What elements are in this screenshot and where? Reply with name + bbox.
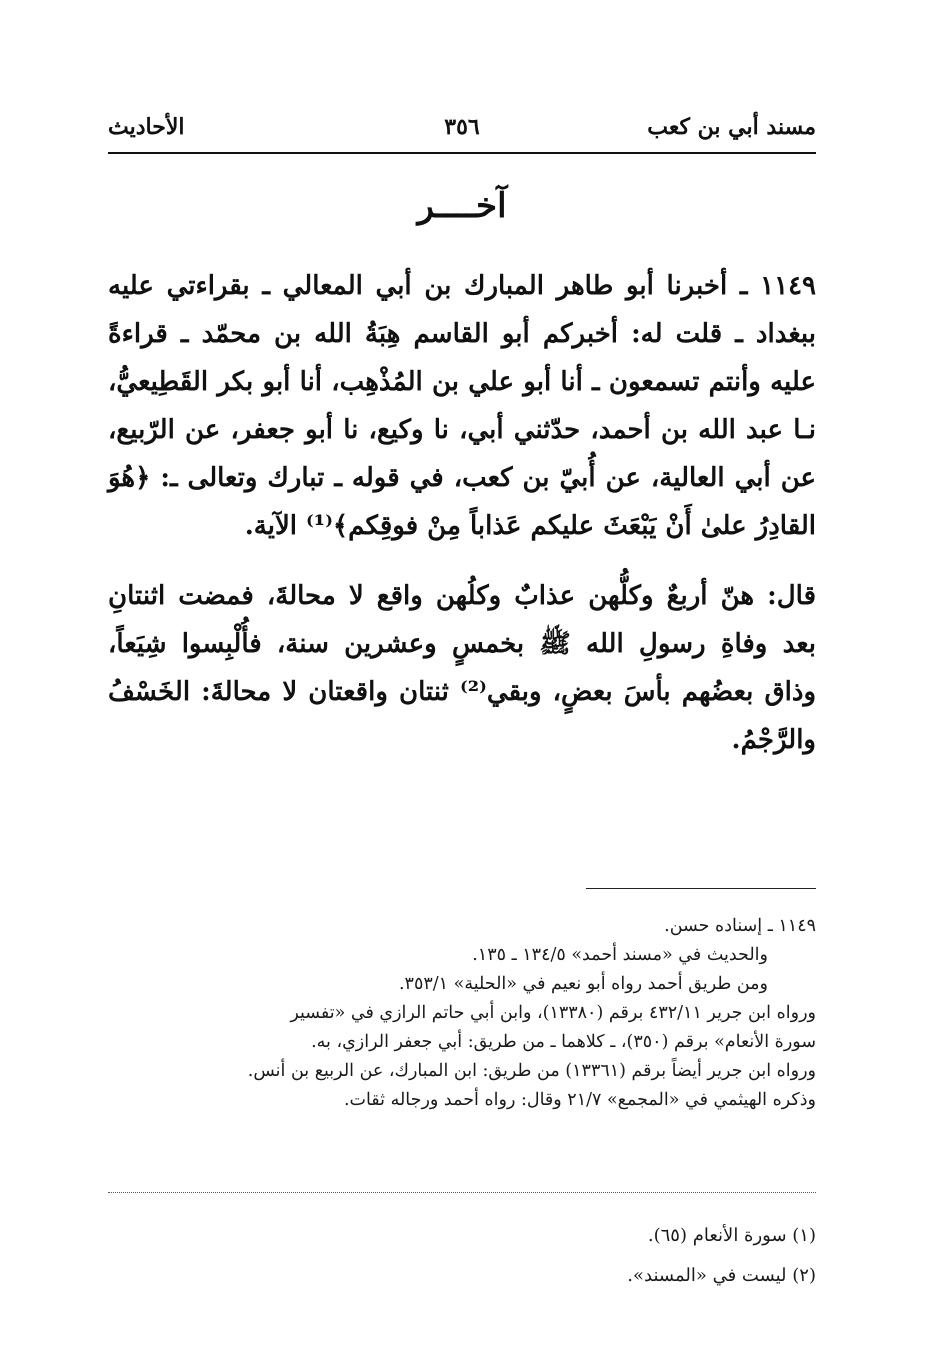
book-title: مسند أبي بن كعب (647, 114, 816, 140)
section-name: الأحاديث (108, 114, 185, 140)
page-number: ٣٥٦ (444, 114, 480, 140)
hadith-number: ١١٤٩ (760, 271, 816, 301)
note-line: ورواه ابن جرير أيضاً برقم (١٣٣٦١) من طريق: ابن المبارك، عن الربيع بن أنس. (247, 1061, 816, 1081)
footnotes (108, 1216, 816, 1296)
footnote-1: (١) سورة الأنعام (٦٥). (647, 1225, 816, 1246)
note-line: ١١٤٩ ـ إسناده حسن. (664, 916, 816, 936)
note-line: وذكره الهيثمي في «المجمع» ٢١/٧ وقال: رواه أحمد ورجاله ثقات. (343, 1090, 816, 1110)
notes-separator (586, 888, 816, 889)
hadith-chain-paragraph (108, 262, 816, 550)
header-rule (108, 152, 816, 154)
takhrij-notes (108, 912, 816, 1115)
note-line: ورواه ابن جرير ٤٣٢/١١ برقم (١٣٣٨٠)، وابن أبي حاتم الرازي في «تفسير (290, 1003, 816, 1023)
hadith-text: قال: هنّ أربعٌ وكلُّهن عذابٌ وكلُهن واقع لا محالةَ، فمضت اثنتانِ بعد وفاةِ رسولِ الله ﷺ بخمسٍ وعشرين سنة، فأُلْبِسوا شِيَعاً، وذاق بعضُهم بأسَ بعضٍ، وبقي⁽²⁾ ثنتان واقعتان لا محالةَ: الخَسْفُ والرَّجْمُ. (108, 581, 817, 755)
running-header (108, 114, 816, 154)
footnotes-separator (108, 1192, 816, 1193)
hadith-chain: ـ أخبرنا أبو طاهر المبارك بن أبي المعالي ـ بقراءتي عليه ببغداد ـ قلت له: أخبركم أبو القاسم هِبَةُ الله بن محمّد ـ قراءةً عليه وأنتم تسمعون ـ أنا أبو علي بن المُذْهِب، أنا أبو بكر القَطِيعيُّ، نـا عبد الله بن أحمد، حدّثني أبي، نا وكيع، نا أبو جعفر، عن الرّبيع، عن أبي العالية، عن أُبيّ بن كعب، في قوله ـ تبارك وتعالى ـ: ﴿هُوَ القادِرُ علىٰ أَنْ يَبْعَثَ عليكم عَذاباً مِنْ فوقِكم﴾⁽¹⁾ الآية. (108, 271, 816, 541)
section-title: آخــــر (417, 186, 507, 226)
note-line: والحديث في «مسند أحمد» ١٣٤/٥ ـ ١٣٥. (472, 945, 768, 965)
hadith-body (108, 262, 816, 764)
note-line: ومن طريق أحمد رواه أبو نعيم في «الحلية» ٣٥٣/١. (398, 974, 768, 994)
footnote-2: (٢) ليست في «المسند». (627, 1265, 816, 1286)
note-line: سورة الأنعام» برقم (٣٥٠)، ـ كلاهما ـ من طريق: أبي جعفر الرازي، به. (311, 1032, 816, 1052)
